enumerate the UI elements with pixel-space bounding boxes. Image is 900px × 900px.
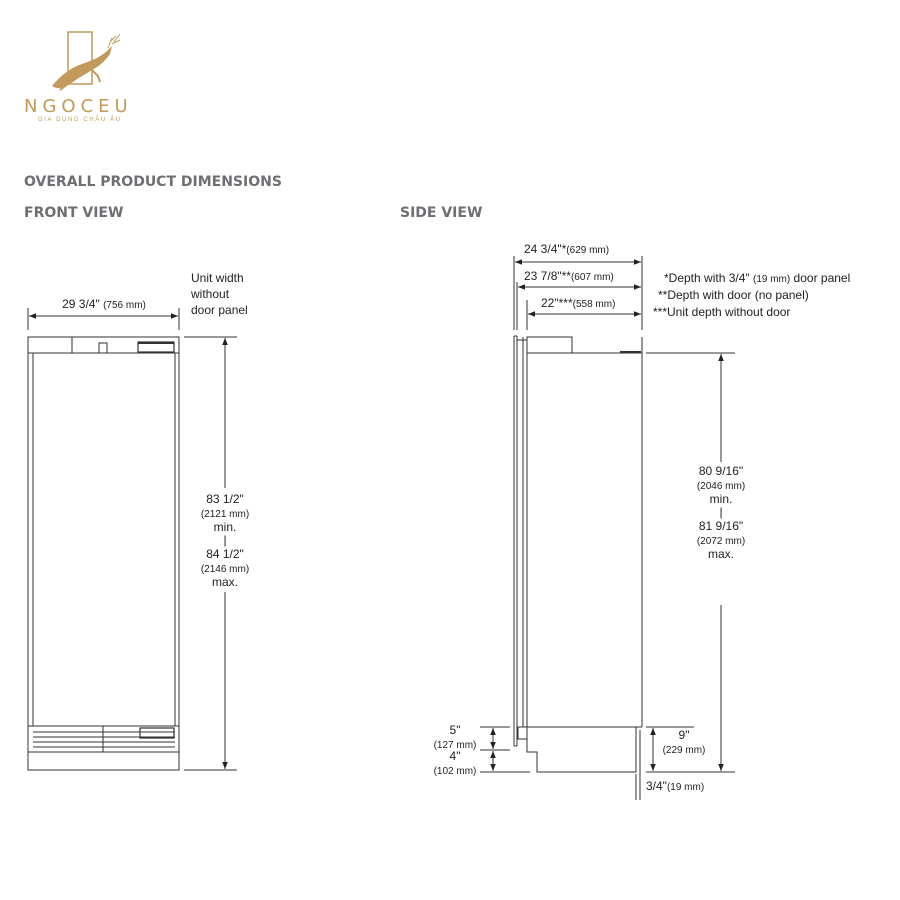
footnote-mm: (19 mm): [752, 274, 791, 285]
footnote: **Depth with door (no panel): [658, 288, 809, 302]
front-width-mm: (756 mm): [103, 300, 146, 311]
footnote-text: *Depth with 3/4": [664, 271, 753, 285]
offset-label: [646, 780, 704, 794]
front-height-separator: |: [223, 533, 227, 548]
offset-mm: (19 mm): [666, 782, 705, 793]
front-height-max-label: max.: [211, 574, 238, 589]
front-width-note: [191, 270, 248, 318]
side-depth-mm: (607 mm): [570, 272, 614, 283]
base-height-mm: (229 mm): [662, 744, 706, 756]
toe-kick-upper-in: 5": [449, 723, 461, 737]
front-height-max-in: 84 1/2": [206, 547, 244, 562]
page-title: OVERALL PRODUCT DIMENSIONS: [24, 174, 282, 190]
side-depth-in: 24 3/4"*: [524, 242, 567, 256]
front-height-min-in: 83 1/2": [206, 492, 244, 506]
side-depth-in: 22"***: [541, 296, 573, 310]
side-height-label: [686, 465, 756, 562]
side-height-max-mm: (2072 mm): [696, 535, 746, 547]
side-height-min-mm: (2046 mm): [696, 480, 746, 492]
side-height-max-label: max.: [707, 546, 734, 561]
front-height-max-mm: (2146 mm): [200, 563, 250, 575]
base-height-label: [654, 729, 714, 757]
offset-in: 3/4": [646, 779, 667, 793]
front-height-min-mm: (2121 mm): [200, 508, 250, 520]
toe-kick-lower-mm: (102 mm): [433, 765, 477, 777]
base-height-in: 9": [678, 728, 690, 742]
front-view-heading: FRONT VIEW: [24, 205, 124, 221]
side-depth-label-2: [524, 270, 614, 284]
front-width-in: 29 3/4": [62, 297, 100, 311]
footnote: [664, 270, 850, 288]
side-depth-label-1: [524, 243, 609, 257]
footnote: ***Unit depth without door: [653, 305, 791, 319]
front-width-note-line: without: [191, 287, 230, 301]
side-height-max-in: 81 9/16": [698, 519, 744, 534]
front-width-label: [40, 298, 168, 312]
side-height-min-in: 80 9/16": [698, 464, 744, 478]
side-depth-mm: (629 mm): [566, 245, 610, 256]
brand-name: NGOCEU: [24, 96, 133, 117]
side-height-separator: |: [719, 505, 723, 520]
front-width-note-line: door panel: [191, 303, 248, 317]
toe-kick-upper-mm: (127 mm): [433, 739, 477, 751]
front-width-note-line: Unit width: [191, 271, 244, 285]
toe-kick-lower-in: 4": [449, 749, 461, 763]
side-depth-mm: (558 mm): [572, 299, 616, 310]
toe-kick-upper-label: [424, 724, 486, 752]
front-height-label: [190, 493, 260, 590]
front-height-min-label: min.: [213, 519, 237, 534]
footnote-text: door panel: [790, 271, 851, 285]
side-height-min-label: min.: [709, 491, 733, 506]
side-depth-in: 23 7/8"**: [524, 269, 571, 283]
brand-tagline: GIA DỤNG CHÂU ÂU: [38, 117, 122, 123]
toe-kick-lower-label: [424, 750, 486, 778]
side-depth-label-3: [541, 297, 615, 311]
side-view-heading: SIDE VIEW: [400, 205, 483, 221]
